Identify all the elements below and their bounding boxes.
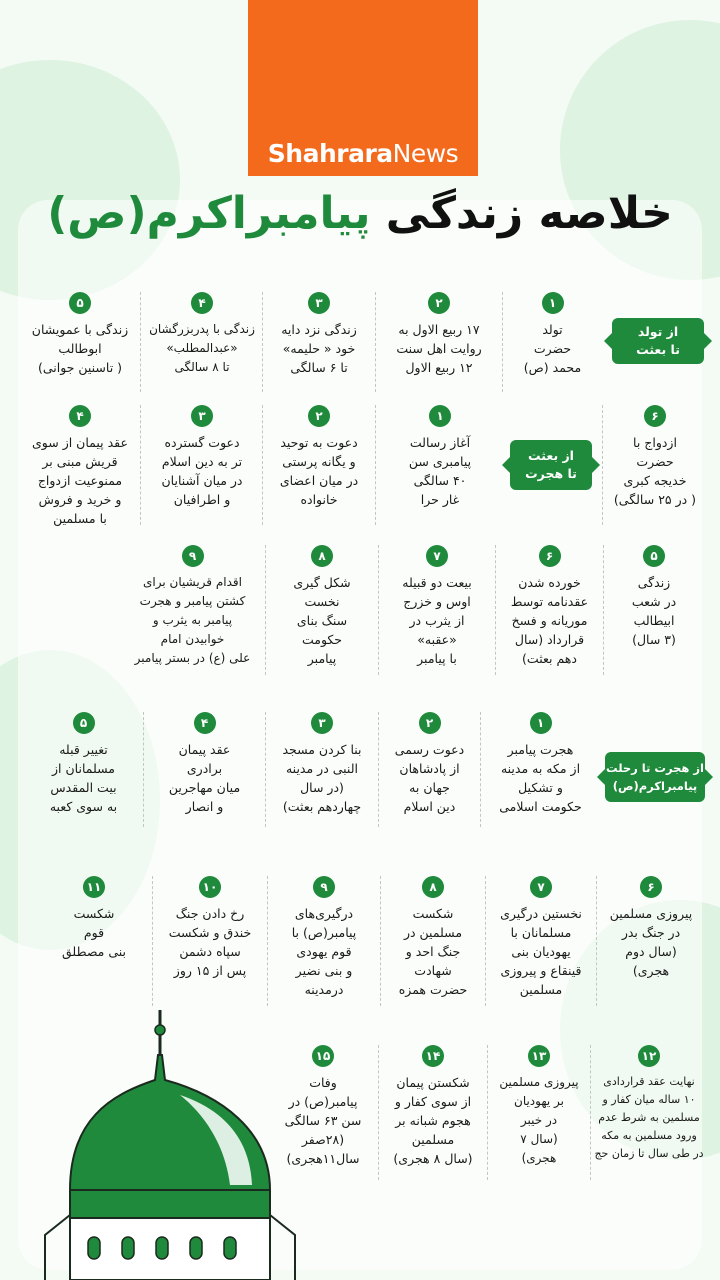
timeline-item bbox=[268, 712, 376, 816]
step-text: دعوت گسترده تر به دین اسلام در میان آشنایان و اطرافیان bbox=[161, 435, 243, 507]
divider bbox=[487, 1045, 488, 1180]
step-text: تولد حضرت محمد (ص) bbox=[523, 322, 582, 375]
step-number: ۴ bbox=[191, 292, 213, 314]
timeline-item bbox=[383, 876, 483, 999]
brand-logo bbox=[248, 0, 478, 176]
step-number: ۹ bbox=[313, 876, 335, 898]
arch-window bbox=[88, 1237, 100, 1259]
step-number: ۷ bbox=[426, 545, 448, 567]
step-number: ۴ bbox=[69, 405, 91, 427]
timeline-item bbox=[143, 292, 261, 377]
step-text: نخستین درگیری مسلمانان با یهودیان بنی قینقاع و پیروزی مسلمین bbox=[500, 906, 582, 997]
badge-mission-to-hijra bbox=[510, 440, 592, 490]
timeline-item bbox=[606, 545, 702, 649]
timeline-item bbox=[498, 545, 601, 668]
timeline-item bbox=[22, 292, 138, 377]
page-title bbox=[0, 188, 720, 258]
timeline-item bbox=[390, 405, 490, 509]
step-text: دعوت رسمی از پادشاهان جهان به دین اسلام bbox=[394, 742, 465, 814]
step-number: ۸ bbox=[311, 545, 333, 567]
step-text: اقدام قریشیان برای کشتن پیامبر و هجرت پیامبر به یثرب و خوابیدن امام علی (ع) در بستر پیامبر bbox=[134, 575, 251, 665]
step-text: زندگی با عمویشان ابوطالب ( تاسنین جوانی) bbox=[31, 322, 129, 375]
divider bbox=[262, 292, 263, 392]
step-number: ۱۵ bbox=[312, 1045, 334, 1067]
timeline-item bbox=[593, 1045, 705, 1163]
timeline-item bbox=[490, 1045, 588, 1168]
step-number: ۳ bbox=[308, 292, 330, 314]
divider bbox=[480, 712, 481, 827]
divider bbox=[140, 405, 141, 525]
timeline-item bbox=[26, 712, 141, 816]
step-number: ۱۰ bbox=[199, 876, 221, 898]
step-number: ۱ bbox=[542, 292, 564, 314]
divider bbox=[378, 712, 379, 827]
timeline-item bbox=[270, 876, 378, 999]
step-number: ۲ bbox=[419, 712, 441, 734]
divider bbox=[485, 876, 486, 1006]
step-number: ۹ bbox=[182, 545, 204, 567]
divider bbox=[502, 292, 503, 392]
badge-label: از بعثت تا هجرت bbox=[525, 448, 577, 481]
divider bbox=[590, 1045, 591, 1180]
step-number: ۱۱ bbox=[83, 876, 105, 898]
arch-window bbox=[122, 1237, 134, 1259]
step-text: بنا کردن مسجد النبی در مدینه (در سال چهاردهم بعثت) bbox=[282, 742, 362, 814]
divider bbox=[596, 876, 597, 1006]
step-text: هجرت پیامبر از مکه به مدینه و تشکیل حکومت اسلامی bbox=[499, 742, 582, 814]
step-text: پیروزی مسلمین در جنگ بدر (سال دوم هجری) bbox=[609, 906, 693, 978]
divider bbox=[267, 876, 268, 1006]
divider bbox=[375, 405, 376, 525]
divider bbox=[265, 712, 266, 827]
step-number: ۷ bbox=[530, 876, 552, 898]
step-text: رخ دادن جنگ خندق و شکست سپاه دشمن پس از ۱۵ روز bbox=[168, 906, 252, 978]
divider bbox=[143, 712, 144, 827]
brand-name bbox=[248, 139, 478, 168]
divider bbox=[140, 292, 141, 392]
timeline-item bbox=[143, 405, 261, 509]
step-number: ۱۴ bbox=[422, 1045, 444, 1067]
title-part2: پیامبراکرم(ص) bbox=[47, 188, 371, 239]
step-text: عقد پیمان برادری میان مهاجرین و انصار bbox=[168, 742, 241, 814]
timeline-item bbox=[265, 292, 373, 377]
step-number: ۴ bbox=[194, 712, 216, 734]
step-text: وفات پیامبر(ص) در سن ۶۳ سالگی (۲۸صفر سال۱۱هجری) bbox=[284, 1075, 362, 1166]
timeline-item bbox=[38, 876, 150, 961]
timeline-item bbox=[265, 405, 373, 509]
timeline-item bbox=[146, 712, 263, 816]
badge-birth-to-mission bbox=[612, 318, 704, 364]
timeline-item bbox=[378, 292, 500, 377]
step-number: ۶ bbox=[644, 405, 666, 427]
timeline-item bbox=[22, 405, 138, 528]
step-text: عقد پیمان از سوی قریش مبنی بر ممنوعیت ازدواج و خرید و فروش با مسلمین bbox=[32, 435, 128, 526]
step-number: ۱۲ bbox=[638, 1045, 660, 1067]
timeline-item bbox=[381, 1045, 485, 1168]
step-text: پیروزی مسلمین بر یهودیان در خیبر (سال ۷ هجری) bbox=[499, 1075, 579, 1165]
timeline-item bbox=[605, 405, 705, 509]
step-number: ۳ bbox=[191, 405, 213, 427]
divider bbox=[378, 1045, 379, 1180]
step-text: شکل گیری نخست سنگ بنای حکومت پیامبر bbox=[293, 575, 351, 666]
badge-hijra-to-death bbox=[605, 752, 705, 802]
divider bbox=[375, 292, 376, 392]
arch-window bbox=[156, 1237, 168, 1259]
timeline-item bbox=[599, 876, 703, 980]
step-text: شکست قوم بنی مصطلق bbox=[62, 906, 126, 959]
step-text: ۱۷ ربیع الاول به روایت اهل سنت ۱۲ ربیع الاول bbox=[396, 322, 482, 375]
divider bbox=[603, 545, 604, 675]
step-number: ۵ bbox=[69, 292, 91, 314]
step-text: ازدواج با حضرت خدیجه کبری ( در ۲۵ سالگی) bbox=[613, 435, 697, 507]
arch-window bbox=[190, 1237, 202, 1259]
timeline-item bbox=[381, 545, 493, 668]
timeline-item bbox=[122, 545, 263, 668]
badge-label: از تولد تا بعثت bbox=[636, 324, 680, 357]
step-number: ۱ bbox=[429, 405, 451, 427]
step-number: ۵ bbox=[643, 545, 665, 567]
step-number: ۶ bbox=[640, 876, 662, 898]
step-text: خورده شدن عقدنامه توسط موریانه و فسخ قرارداد (سال دهم بعثت) bbox=[510, 575, 589, 666]
finial-ball bbox=[155, 1025, 165, 1035]
step-text: نهایت عقد قراردادی ۱۰ ساله میان کفار و مسلمین به شرط عدم ورود مسلمین به مکه در طی سال تا زمان حج bbox=[594, 1075, 704, 1160]
step-text: تغییر قبله مسلمانان از بیت المقدس به سوی کعبه bbox=[49, 742, 118, 814]
step-number: ۸ bbox=[422, 876, 444, 898]
green-dome-illustration bbox=[40, 1000, 300, 1280]
step-text: آغاز رسالت پیامبری سن ۴۰ سالگی غار حرا bbox=[408, 435, 472, 507]
dome-drum bbox=[70, 1190, 270, 1218]
divider bbox=[380, 876, 381, 1006]
step-text: زندگی نزد دایه خود « حلیمه» تا ۶ سالگی bbox=[281, 322, 357, 375]
divider bbox=[262, 405, 263, 525]
timeline-item bbox=[268, 545, 376, 668]
step-number: ۶ bbox=[539, 545, 561, 567]
divider bbox=[152, 876, 153, 1006]
divider bbox=[602, 405, 603, 525]
step-text: شکستن پیمان از سوی کفار و هجوم شبانه بر مسلمین (سال ۸ هجری) bbox=[393, 1075, 473, 1166]
timeline-item bbox=[381, 712, 478, 816]
brand-name-bold: Shahrara bbox=[267, 139, 393, 168]
step-text: زندگی در شعب ابیطالب (۳ سال) bbox=[631, 575, 677, 647]
step-text: شکست مسلمین در جنگ احد و شهادت حضرت همزه bbox=[398, 906, 468, 997]
step-text: درگیری‌های پیامبر(ص) با قوم یهودی و بنی نضیر درمدینه bbox=[291, 906, 357, 997]
badge-label: از هجرت تا رحلت پیامبراکرم(ص) bbox=[606, 761, 704, 793]
timeline-item bbox=[483, 712, 598, 816]
title-part1: خلاصه زندگی bbox=[385, 188, 673, 239]
step-number: ۳ bbox=[311, 712, 333, 734]
timeline-item bbox=[505, 292, 600, 377]
step-number: ۲ bbox=[428, 292, 450, 314]
timeline-item bbox=[488, 876, 594, 999]
divider bbox=[495, 545, 496, 675]
divider bbox=[378, 545, 379, 675]
step-text: بیعت دو قبیله اوس و خزرج از یثرب در «عقبه» با پیامبر bbox=[402, 575, 472, 666]
step-text: دعوت به توحید و یگانه پرستی در میان اعضای خانواده bbox=[279, 435, 359, 507]
step-number: ۱ bbox=[530, 712, 552, 734]
step-text: زندگی با پدربزرگشان «عبدالمطلب» تا ۸ سالگی bbox=[149, 322, 255, 374]
brand-name-light: News bbox=[392, 139, 459, 168]
arch-window bbox=[224, 1237, 236, 1259]
step-number: ۲ bbox=[308, 405, 330, 427]
step-number: ۵ bbox=[73, 712, 95, 734]
divider bbox=[265, 545, 266, 675]
timeline-item bbox=[155, 876, 265, 980]
step-number: ۱۳ bbox=[528, 1045, 550, 1067]
